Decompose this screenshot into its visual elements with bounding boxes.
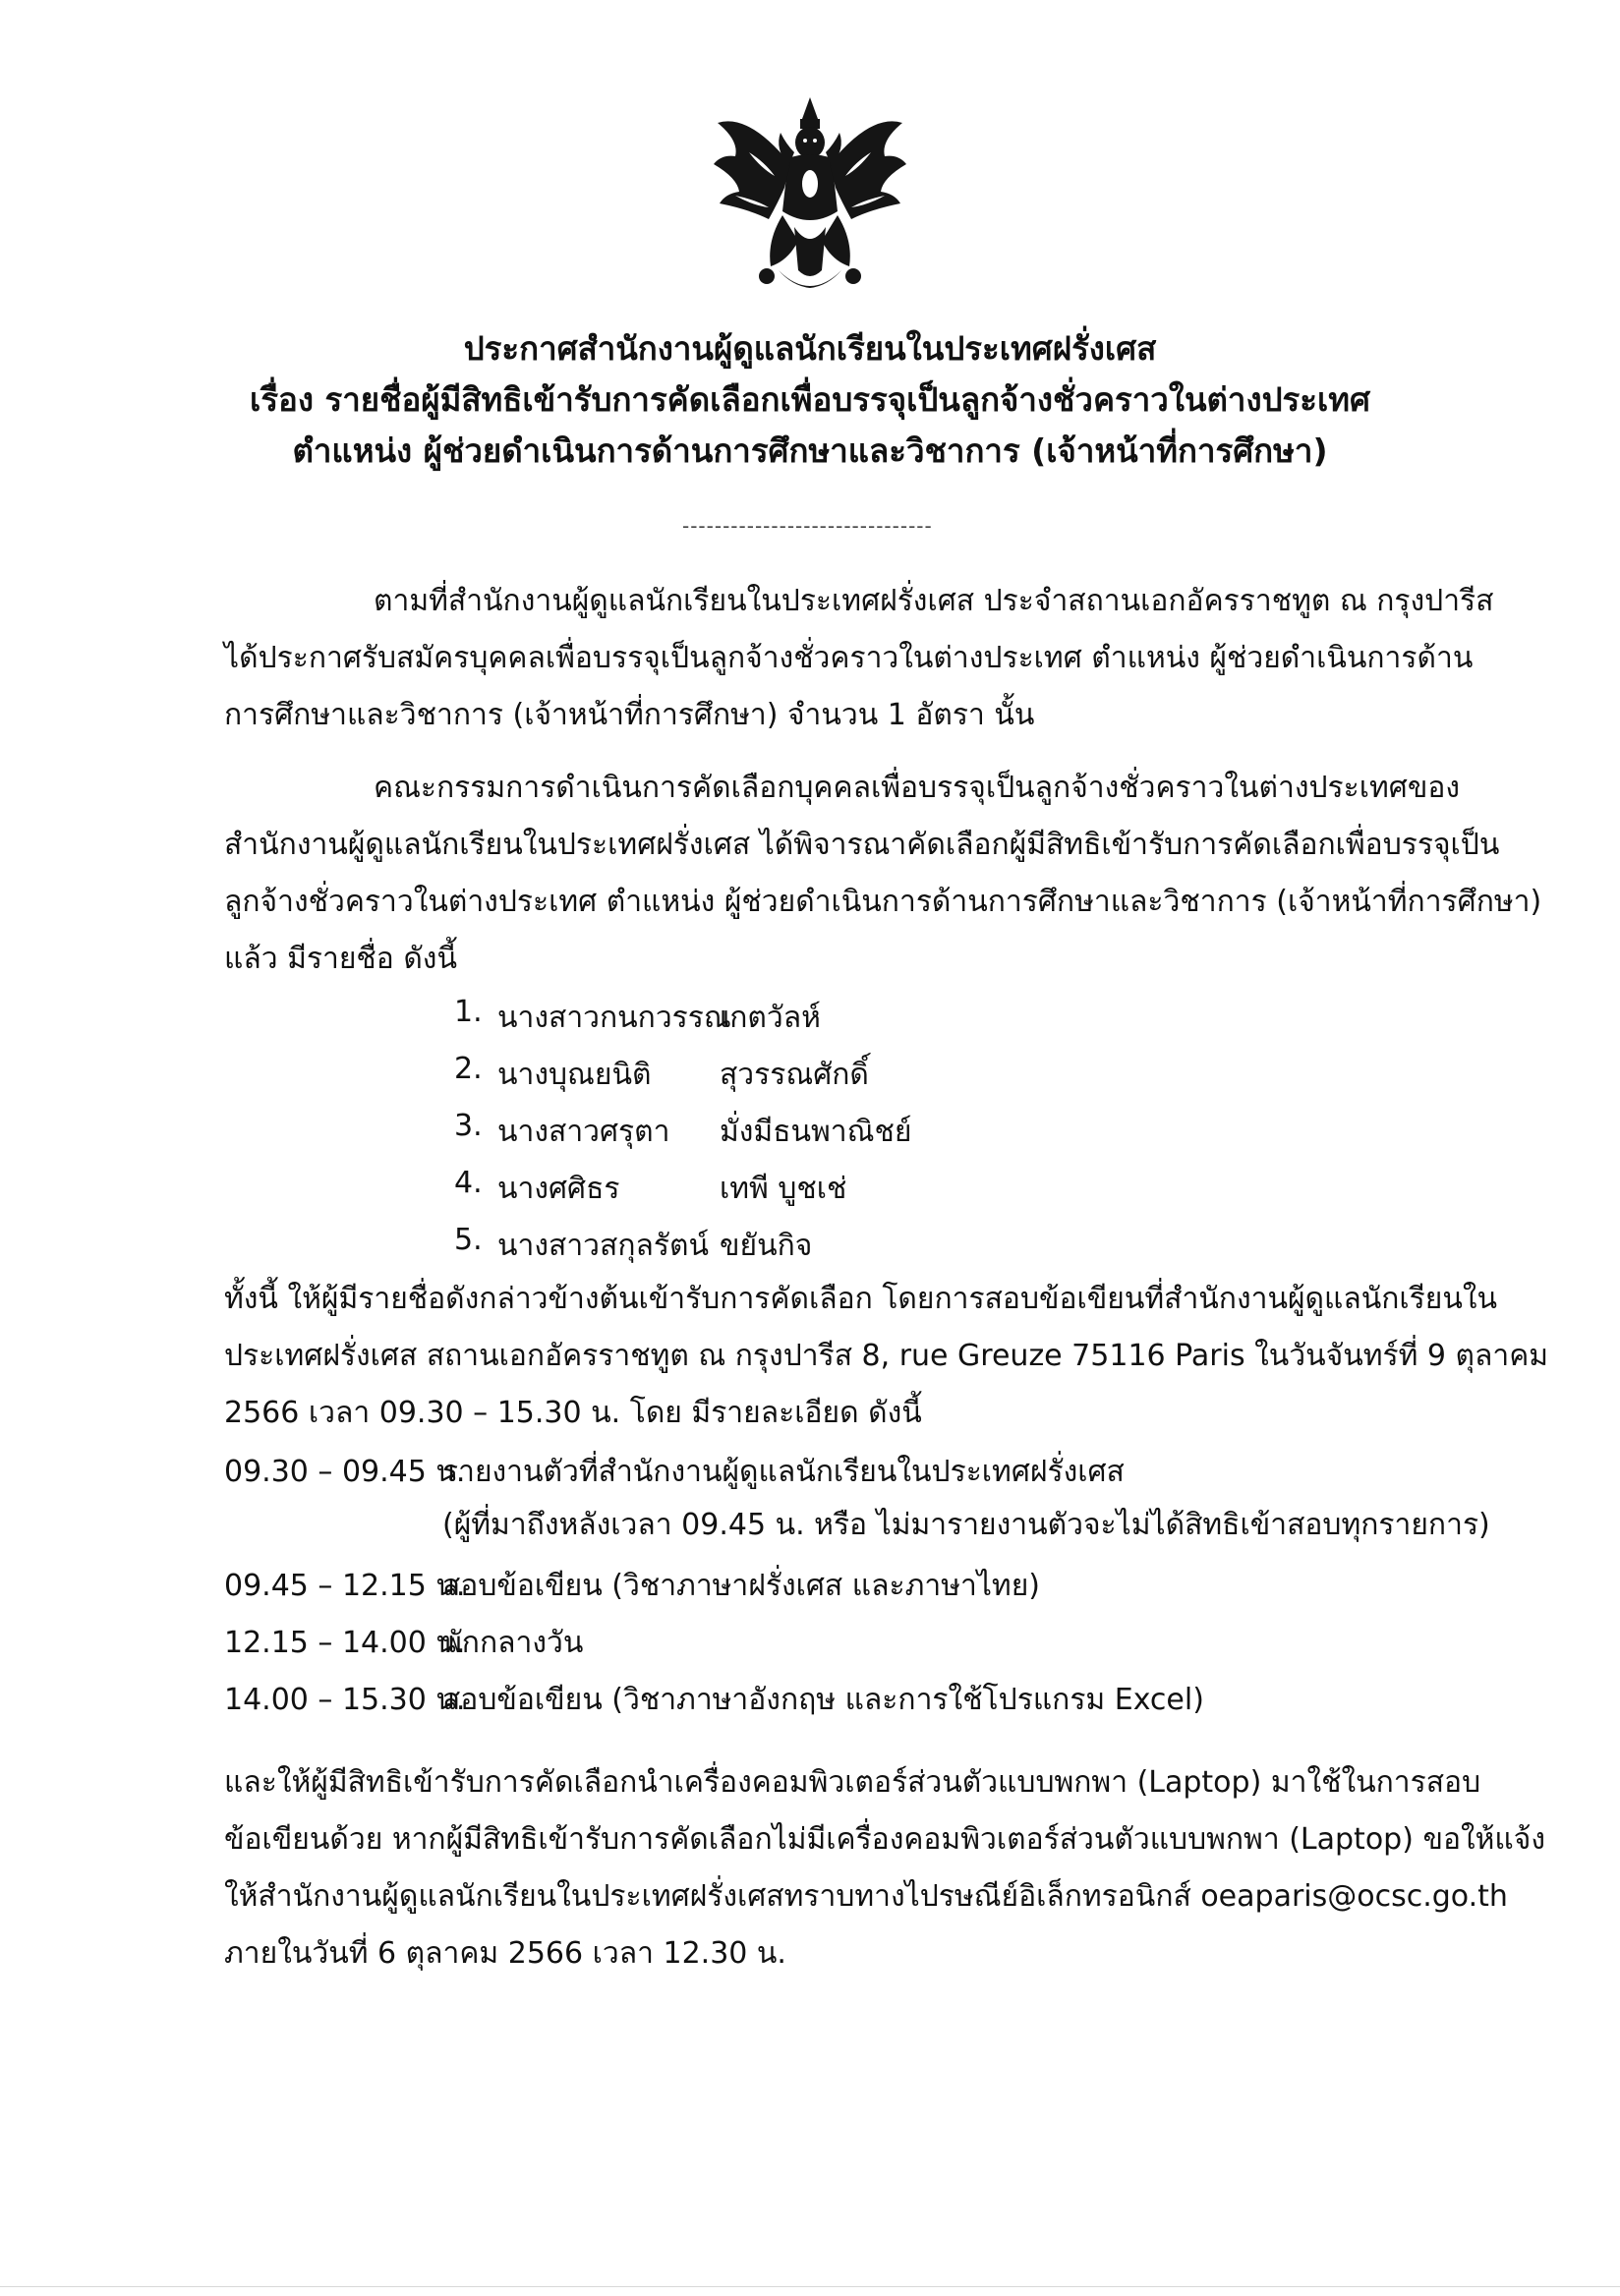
schedule-time: 14.00 – 15.30 น. (224, 1683, 466, 1717)
announcement-title: ประกาศสำนักงานผู้ดูแลนักเรียนในประเทศฝรั่งเศส (463, 329, 1157, 368)
candidate-number: 4. (454, 1166, 483, 1200)
para4-line: ภายในวันที่ 6 ตุลาคม 2566 เวลา 12.30 น. (224, 1936, 786, 1971)
announcement-subject: เรื่อง รายชื่อผู้มีสิทธิเข้ารับการคัดเลือกเพื่อบรรจุเป็นลูกจ้างชั่วคราวในต่างประเทศ (250, 380, 1370, 419)
para3-line: 2566 เวลา 09.30 – 15.30 น. โดย มีรายละเอียด ดังนี้ (224, 1396, 922, 1430)
para4-line: ให้สำนักงานผู้ดูแลนักเรียนในประเทศฝรั่งเศสทราบทางไปรษณีย์อิเล็กทรอนิกส์ oeaparis@ocsc.go.th (224, 1879, 1508, 1914)
candidate-first-name: นางบุณยนิติ (497, 1058, 652, 1092)
candidate-last-name: มั่งมีธนพาณิชย์ (720, 1115, 912, 1149)
candidate-number: 1. (454, 995, 483, 1029)
schedule-activity: สอบข้อเขียน (วิชาภาษาอังกฤษ และการใช้โปรแกรม Excel) (442, 1683, 1204, 1717)
para2-line: แล้ว มีรายชื่อ ดังนี้ (224, 942, 457, 976)
para2-line: คณะกรรมการดำเนินการคัดเลือกบุคคลเพื่อบรรจุเป็นลูกจ้างชั่วคราวในต่างประเทศของ (374, 771, 1461, 805)
para4-line: และให้ผู้มีสิทธิเข้ารับการคัดเลือกนำเครื่องคอมพิวเตอร์ส่วนตัวแบบพกพา (Laptop) มาใช้ในการสอบ (224, 1765, 1481, 1800)
para1-line: การศึกษาและวิชาการ (เจ้าหน้าที่การศึกษา) จำนวน 1 อัตรา นั้น (224, 698, 1035, 732)
candidate-last-name: เกตวัลห์ (720, 1001, 821, 1035)
candidate-last-name: เทพี บูชเช่ (720, 1172, 847, 1206)
para2-line: สำนักงานผู้ดูแลนักเรียนในประเทศฝรั่งเศส ได้พิจารณาคัดเลือกผู้มีสิทธิเข้ารับการคัดเลือกเพื่อบรรจุเป็น (224, 828, 1500, 862)
candidate-last-name: สุวรรณศักดิ์ (720, 1058, 869, 1092)
para1-line: ได้ประกาศรับสมัครบุคคลเพื่อบรรจุเป็นลูกจ้างชั่วคราวในต่างประเทศ ตำแหน่ง ผู้ช่วยดำเนินการด้าน (224, 641, 1474, 675)
schedule-activity: รายงานตัวที่สำนักงานผู้ดูแลนักเรียนในประเทศฝรั่งเศส (442, 1455, 1125, 1489)
garuda-emblem-icon (710, 93, 910, 300)
candidate-first-name: นางสาวสกุลรัตน์ (497, 1229, 709, 1263)
para4-line: ข้อเขียนด้วย หากผู้มีสิทธิเข้ารับการคัดเลือกไม่มีเครื่องคอมพิวเตอร์ส่วนตัวแบบพกพา (Laptop) ขอให้แจ้ง (224, 1822, 1545, 1857)
title-separator: ------------------------------- (682, 514, 933, 538)
para1-line: ตามที่สำนักงานผู้ดูแลนักเรียนในประเทศฝรั่งเศส ประจำสถานเอกอัครราชทูต ณ กรุงปารีส (374, 584, 1494, 618)
schedule-activity: สอบข้อเขียน (วิชาภาษาฝรั่งเศส และภาษาไทย) (442, 1569, 1040, 1603)
schedule-time: 09.30 – 09.45 น. (224, 1455, 466, 1489)
candidate-number: 5. (454, 1223, 483, 1257)
candidate-last-name: ขยันกิจ (720, 1229, 813, 1263)
schedule-time: 12.15 – 14.00 น. (224, 1626, 466, 1660)
candidate-first-name: นางสาวศรุตา (497, 1115, 670, 1149)
candidate-number: 3. (454, 1109, 483, 1143)
para3-line: ประเทศฝรั่งเศส สถานเอกอัครราชทูต ณ กรุงปารีส 8, rue Greuze 75116 Paris ในวันจันทร์ที่ 9 ตุลาคม (224, 1339, 1549, 1373)
page-edge-rule (0, 2286, 1620, 2287)
schedule-activity: พักกลางวัน (442, 1626, 584, 1660)
candidate-number: 2. (454, 1052, 483, 1086)
para2-line: ลูกจ้างชั่วคราวในต่างประเทศ ตำแหน่ง ผู้ช่วยดำเนินการด้านการศึกษาและวิชาการ (เจ้าหน้าที่การศึกษา) (224, 885, 1542, 919)
announcement-position: ตำแหน่ง ผู้ช่วยดำเนินการด้านการศึกษาและวิชาการ (เจ้าหน้าที่การศึกษา) (292, 431, 1328, 470)
para3-line: ทั้งนี้ ให้ผู้มีรายชื่อดังกล่าวข้างต้นเข้ารับการคัดเลือก โดยการสอบข้อเขียนที่สำนักงานผู้ดูแลนักเรียนใน (224, 1282, 1498, 1316)
candidate-first-name: นางศศิธร (497, 1172, 620, 1206)
schedule-time: 09.45 – 12.15 น. (224, 1569, 466, 1603)
candidate-first-name: นางสาวกนกวรรณ (497, 1001, 731, 1035)
schedule-note: (ผู้ที่มาถึงหลังเวลา 09.45 น. หรือ ไม่มารายงานตัวจะไม่ได้สิทธิเข้าสอบทุกรายการ) (442, 1508, 1490, 1542)
